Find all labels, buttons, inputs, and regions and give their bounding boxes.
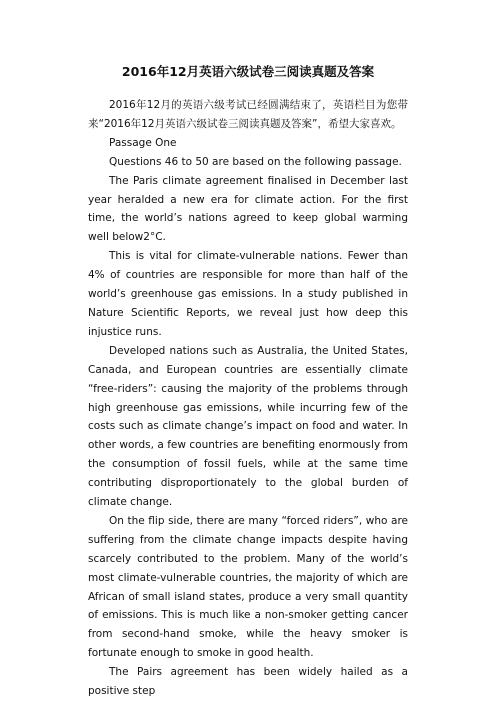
document-title: 2016年12月英语六级试卷三阅读真题及答案 [121, 64, 375, 79]
passage-paragraph-1: The Paris climate agreement finalised in December last year heralded a new era for climate action. For the first time, the world’s nations agreed to keep global warming well below2°C. [88, 174, 408, 244]
passage-paragraph-5: The Pairs agreement has been widely hailed as a positive step [88, 666, 408, 698]
document-body [88, 96, 408, 701]
passage-paragraph-4: On the flip side, there are many “forced riders”, who are suffering from the climate change impacts despite having scarcely contributed to the problem. Many of the world’s most climate-vulnerable countries, the majority of which are African of small island states, produce a very small quantity of emissions. This is much like a non-smoker getting cancer from second-hand smoke, while the heavy smoker is fortunate enough to smoke in good health. [88, 514, 408, 660]
passage-heading: Passage One [109, 136, 177, 149]
intro-paragraph: 2016年12月的英语六级考试已经圆满结束了，英语栏目为您带来“2016年12月英语六级试卷三阅读真题及答案”，希望大家喜欢。 [88, 99, 408, 130]
questions-instruction: Questions 46 to 50 are based on the following passage. [109, 155, 402, 168]
passage-paragraph-2: This is vital for climate-vulnerable nations. Fewer than 4% of countries are responsible for more than half of the world’s greenhouse gas emissions. In a study published in Nature Scientific Reports, we reveal just how deep this injustice runs. [88, 250, 408, 338]
passage-paragraph-3: Developed nations such as Australia, the United States, Canada, and European countries are essentially climate “free-riders”: causing the majority of the problems through high greenhouse gas emissions, while incurring few of the costs such as climate change’s impact on food and water. In other words, a few countries are benefiting enormously from the consumption of fossil fuels, while at the same time contributing disproportionately to the global burden of climate change. [88, 344, 408, 509]
